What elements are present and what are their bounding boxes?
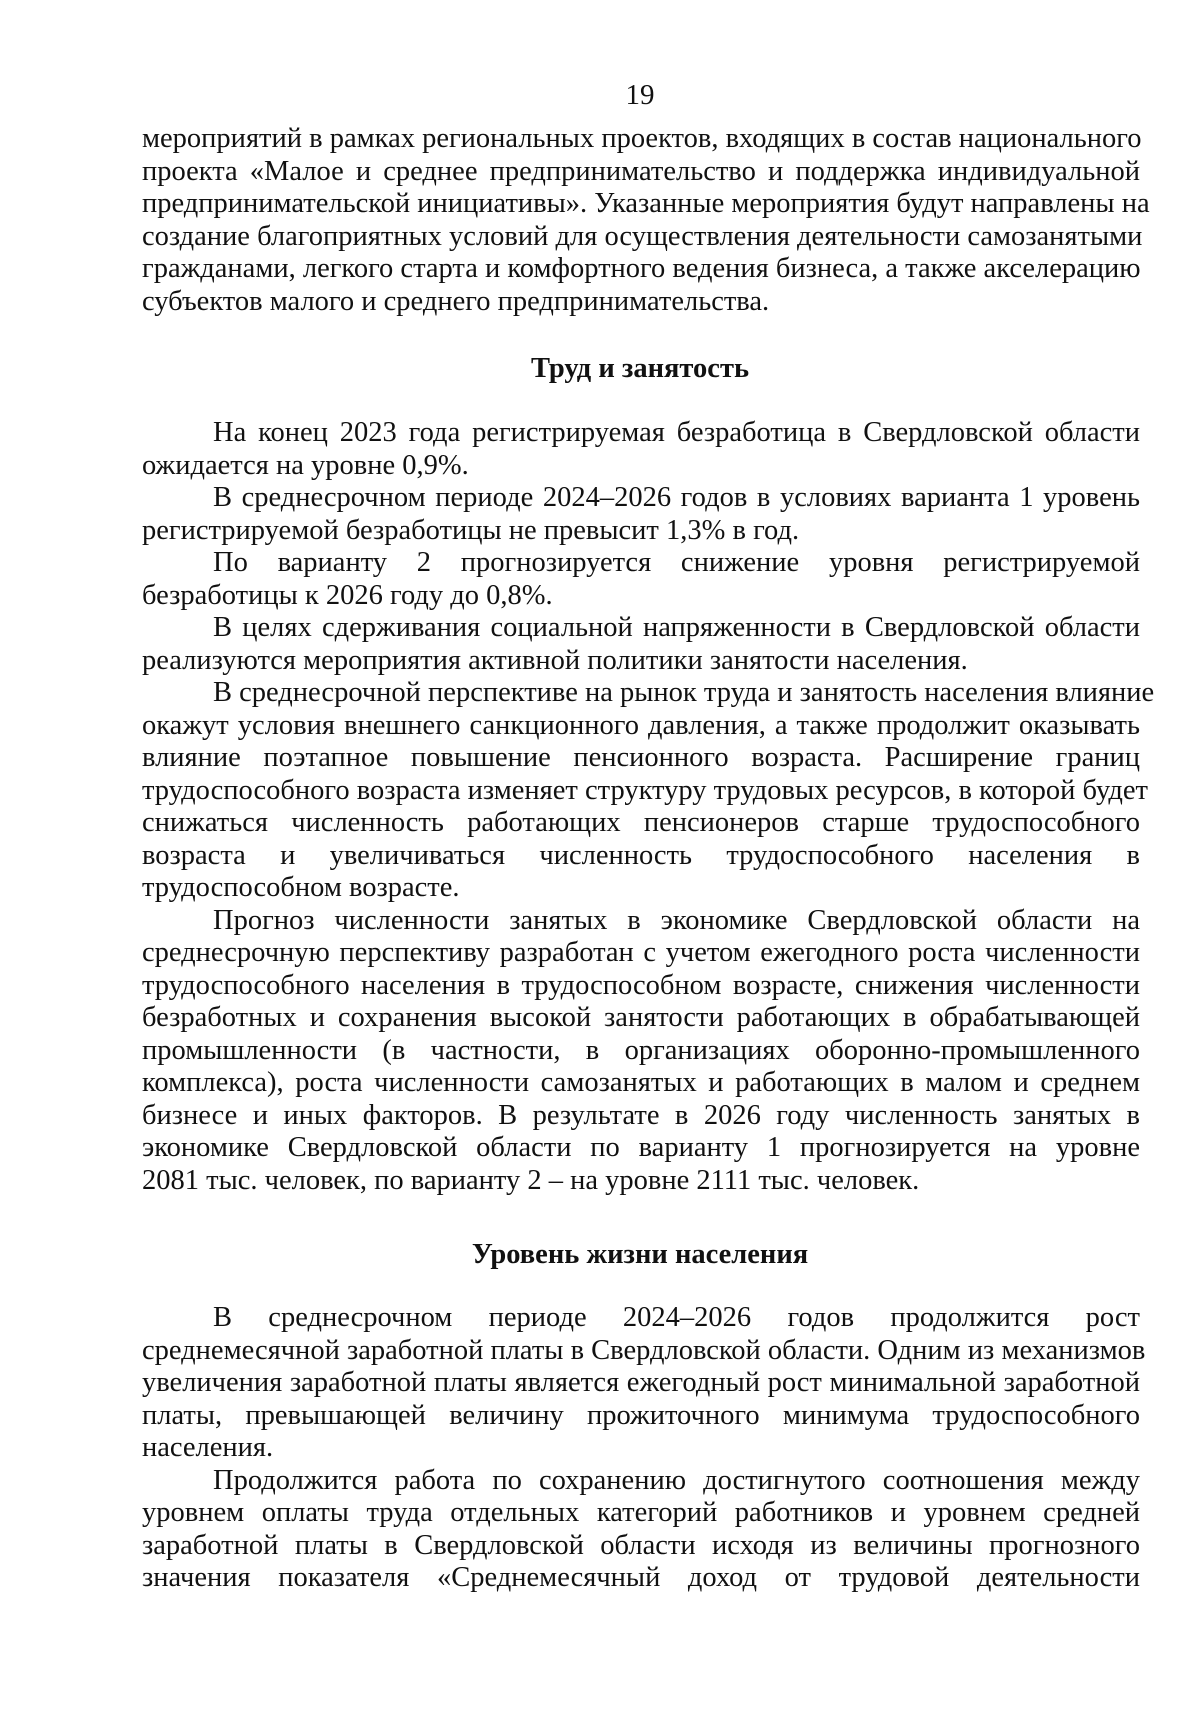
text-line: среднемесячной заработной платы в Свердловской области. Одним из механизмов — [142, 1334, 1146, 1366]
text-line: трудоспособном возрасте. — [142, 872, 460, 903]
text-line: В среднесрочном периоде 2024–2026 годов в условиях варианта 1 уровень — [213, 482, 1140, 513]
text-line: Прогноз численности занятых в экономике Свердловской области на — [213, 904, 1140, 936]
section-heading-living-standard: Уровень жизни населения — [471, 1239, 809, 1270]
text-line: влияние поэтапное повышение пенсионного возраста. Расширение границ — [142, 742, 1140, 773]
text-line: По варианту 2 прогнозируется снижение уровня регистрируемой — [213, 547, 1140, 578]
text-line: увеличения заработной платы является ежегодный рост минимальной заработной — [142, 1367, 1140, 1398]
text-line: реализуются мероприятия активной политики занятости населения. — [142, 644, 968, 676]
text-line: бизнесе и иных факторов. В результате в 2026 году численность занятых в — [142, 1099, 1140, 1131]
text-line: окажут условия внешнего санкционного давления, а также продолжит оказывать — [142, 709, 1140, 741]
text-line: предпринимательской инициативы». Указанные мероприятия будут направлены на — [142, 188, 1150, 219]
living-standard-section-body — [142, 1302, 1146, 1595]
text-line: безработицы к 2026 году до 0,8%. — [142, 579, 553, 611]
text-line: субъектов малого и среднего предпринимательства. — [142, 285, 770, 317]
text-line: гражданами, легкого старта и комфортного ведения бизнеса, а также акселерацию — [142, 253, 1141, 284]
text-line: ожидается на уровне 0,9%. — [142, 449, 469, 481]
text-line: трудоспособного возраста изменяет структуру трудовых ресурсов, в которой будет — [142, 774, 1149, 806]
text-line: проекта «Малое и среднее предпринимательство и поддержка индивидуальной — [142, 155, 1140, 187]
text-line: На конец 2023 года регистрируемая безработица в Свердловской области — [213, 417, 1140, 448]
text-line: населения. — [142, 1432, 274, 1463]
text-line: Продолжится работа по сохранению достигнутого соотношения между — [213, 1464, 1140, 1496]
text-line: значения показателя «Среднемесячный доход от трудовой деятельности — [142, 1562, 1140, 1593]
page-number: 19 — [625, 79, 655, 111]
text-line: 2081 тыс. человек, по варианту 2 – на уровне 2111 тыс. человек. — [142, 1164, 920, 1196]
intro-paragraph — [142, 123, 1150, 318]
text-line: В целях сдерживания социальной напряженности в Свердловской области — [213, 612, 1140, 643]
text-line: уровнем оплаты труда отдельных категорий работников и уровнем средней — [142, 1497, 1140, 1528]
text-line: среднесрочную перспективу разработан с учетом ежегодного роста численности — [142, 937, 1140, 968]
text-line: возраста и увеличиваться численность трудоспособного населения в — [142, 839, 1140, 871]
text-line: снижаться численность работающих пенсионеров старше трудоспособного — [142, 807, 1140, 838]
text-line: платы, превышающей величину прожиточного минимума трудоспособного — [142, 1399, 1140, 1431]
text-line: создание благоприятных условий для осуществления деятельности самозанятыми — [142, 220, 1143, 252]
text-line: мероприятий в рамках региональных проектов, входящих в состав национального — [142, 123, 1142, 154]
text-line: В среднесрочном периоде 2024–2026 годов продолжится рост — [213, 1302, 1140, 1333]
text-line: экономике Свердловской области по варианту 1 прогнозируется на уровне — [142, 1132, 1140, 1163]
section-heading-labor: Труд и занятость — [530, 353, 750, 384]
text-line: заработной платы в Свердловской области исходя из величины прогнозного — [142, 1529, 1140, 1561]
labor-section-body — [142, 417, 1155, 1197]
text-line: трудоспособного населения в трудоспособном возрасте, снижения численности — [142, 969, 1140, 1001]
text-line: комплекса), роста численности самозанятых и работающих в малом и среднем — [142, 1067, 1140, 1098]
text-line: В среднесрочной перспективе на рынок труда и занятость населения влияние — [213, 677, 1155, 708]
text-line: безработных и сохранения высокой занятости работающих в обрабатывающей — [142, 1002, 1140, 1033]
text-line: промышленности (в частности, в организациях оборонно-промышленного — [142, 1034, 1140, 1066]
text-line: регистрируемой безработицы не превысит 1,3% в год. — [142, 514, 800, 546]
